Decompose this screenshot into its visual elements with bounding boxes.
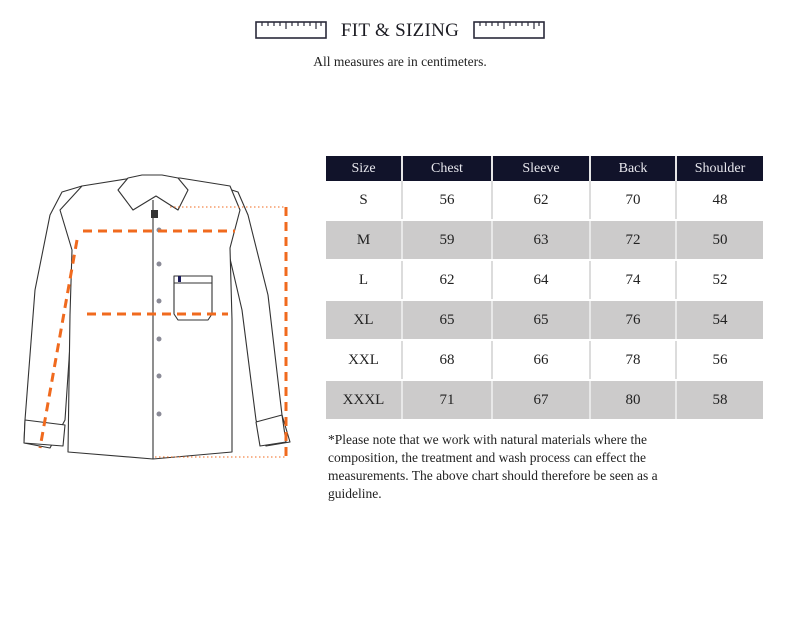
cell-back: 72: [590, 220, 676, 260]
header-size: Size: [326, 156, 402, 181]
cell-size: M: [326, 220, 402, 260]
cell-sleeve: 66: [492, 340, 590, 380]
cell-size: XXXL: [326, 380, 402, 420]
cell-back: 80: [590, 380, 676, 420]
cell-chest: 68: [402, 340, 492, 380]
header-sleeve: Sleeve: [492, 156, 590, 181]
cell-sleeve: 63: [492, 220, 590, 260]
units-subtitle: All measures are in centimeters.: [313, 54, 487, 69]
label-tag: [151, 210, 158, 218]
table-header-row: [326, 156, 763, 181]
page-title: FIT & SIZING: [340, 20, 460, 41]
cell-chest: 59: [402, 220, 492, 260]
table-row: [326, 300, 763, 340]
cell-back: 70: [590, 181, 676, 220]
table-row: [326, 380, 763, 420]
header-back: Back: [590, 156, 676, 181]
cell-sleeve: 65: [492, 300, 590, 340]
cell-shoulder: 48: [676, 181, 763, 220]
header-shoulder: Shoulder: [676, 156, 763, 181]
cell-size: S: [326, 181, 402, 220]
cell-shoulder: 54: [676, 300, 763, 340]
cell-sleeve: 67: [492, 380, 590, 420]
cell-sleeve: 64: [492, 260, 590, 300]
size-chart-table: [326, 156, 763, 421]
cell-back: 78: [590, 340, 676, 380]
table-row: [326, 340, 763, 380]
cell-shoulder: 50: [676, 220, 763, 260]
table-row: [326, 260, 763, 300]
cell-chest: 62: [402, 260, 492, 300]
cell-shoulder: 58: [676, 380, 763, 420]
cell-back: 76: [590, 300, 676, 340]
cell-chest: 65: [402, 300, 492, 340]
cell-sleeve: 62: [492, 181, 590, 220]
header-chest: Chest: [402, 156, 492, 181]
table-row: [326, 181, 763, 220]
cell-shoulder: 52: [676, 260, 763, 300]
cell-back: 74: [590, 260, 676, 300]
title-row: [0, 18, 800, 48]
cell-size: XL: [326, 300, 402, 340]
cell-size: L: [326, 260, 402, 300]
shirt-measurement-diagram: [20, 170, 300, 460]
ruler-icon: [473, 21, 545, 39]
cell-chest: 71: [402, 380, 492, 420]
disclaimer-note: *Please note that we work with natural materials where the composition, the treatment and wash process can effect the measurements. The above chart should therefore be seen as a guideline.: [328, 432, 658, 501]
cell-shoulder: 56: [676, 340, 763, 380]
cell-chest: 56: [402, 181, 492, 220]
table-row: [326, 220, 763, 260]
cell-size: XXL: [326, 340, 402, 380]
